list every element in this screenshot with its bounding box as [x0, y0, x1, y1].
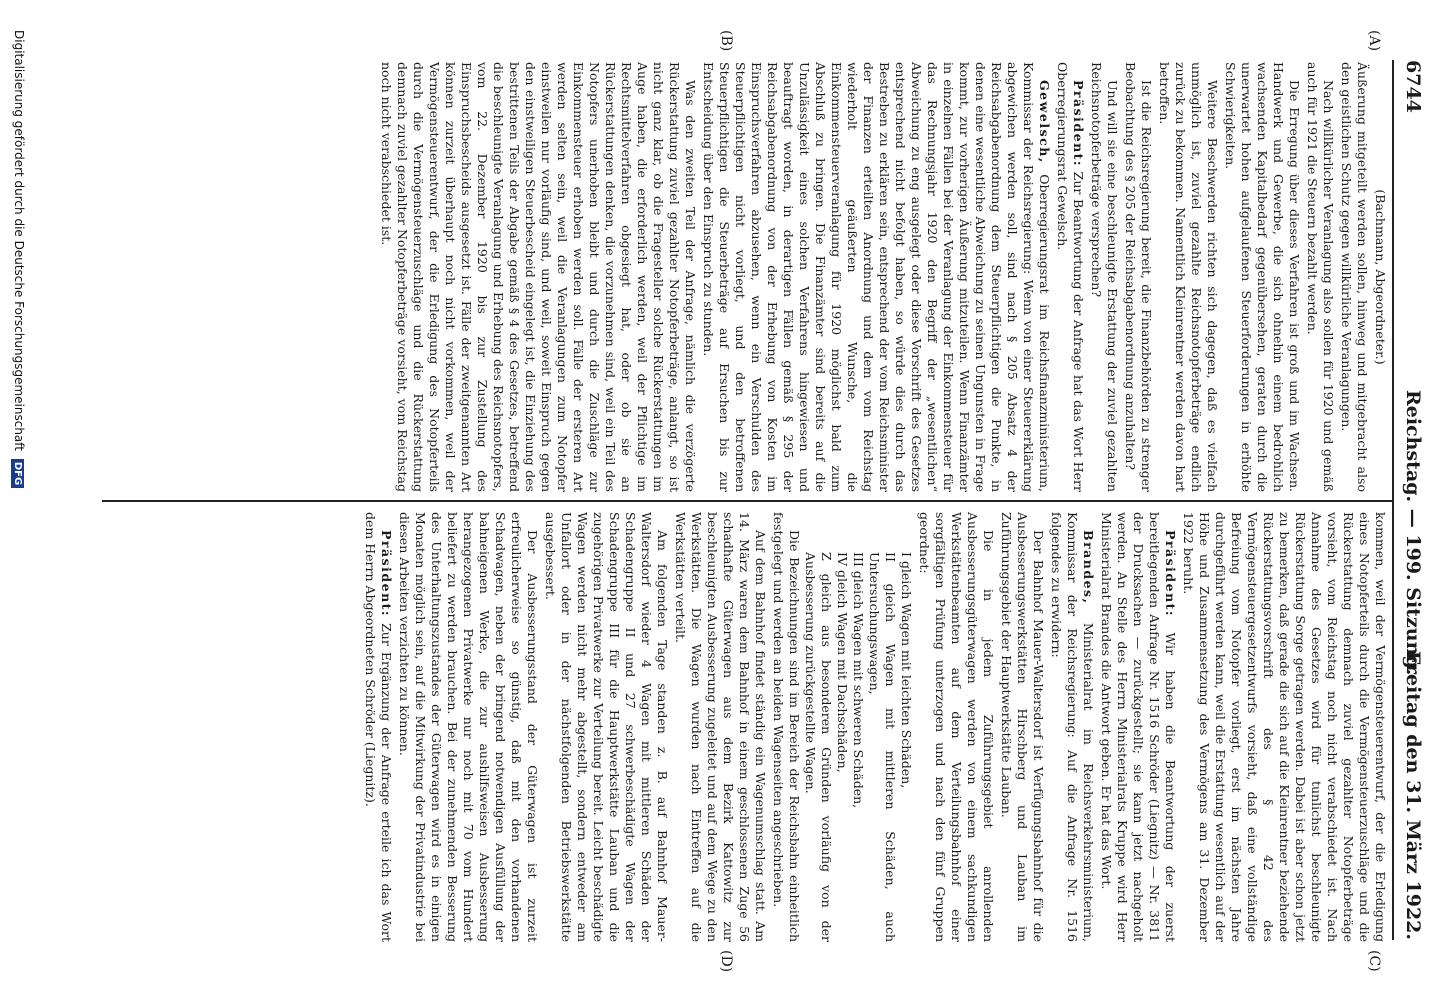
page-number: 6744 [1402, 60, 1424, 113]
paragraph: Der Ausbesserungsstand der Güterwagen ist zurzeit erfreulicherweise so günstig, daß mit den vorhandenen Schadwagen, neben der bringend notwendigen Ausfüllung der bahneigenen Werke, die zur aushilfsweisen Ausbesserung herangezogenen Privatwerke nur noch mit 70 vom Hundert beliefert zu werden brauchen. Bei der zunehmenden Besserung des Unterhaltungszustandes der Güterwagen wird es in einigen Monaten möglich sein, auf die Mitwirkung der Privatindustrie bei diesen Arbeiten verzichten zu können. [397, 512, 540, 942]
header-session: Reichstag. — 199. Sitzung. [1402, 390, 1424, 676]
dfg-logo: DFG [11, 459, 24, 488]
list-item: I gleich Wagen mit leichten Schäden, [899, 552, 914, 789]
paragraph: Der Bahnhof Mauer-Waltersdorf ist Verfügungsbahnhof für die Ausbesserungswerkstätten Hirschberg und Lauban im Zuführungsgebiet der Hauptwerkstätte Lauban. [999, 512, 1046, 942]
speech-text: Zur Beantwortung der Anfrage hat das Wort Herr Oberregierungsrat Gewelsch. [1055, 62, 1086, 492]
column-rule [102, 500, 1392, 502]
credit-text: Digitalisierung gefördert durch die Deutsche Forschungsgemeinschaft [12, 30, 26, 452]
speech-brandes [1048, 512, 1096, 942]
paragraph: Was den zweiten Teil der Anfrage, nämlich die verzögerte Rückerstattung zuviel gezahlter Notopferbeträge, anlangt, so ist nicht ganz klar, ob die Fragesteller solche Rückerstattungen im Auge haben, die erforderlich werden, weil der Pflichtige im Rechtsmittelverfahren obgesiegt hat, oder ob sie an Rückerstattungen denken, die vorzunehmen sind, weil ein Teil des Notopfers unerhoben bleibt und durch die Zuschläge zur Einkommensteuer erhoben werden soll. Fälle der ersteren Art werden selten sein, weil die Veranlagungen zum Notopfer einstweilen nur vorläufig sind, und weil, soweit Einspruch gegen den einstweiligen Steuerbescheid eingelegt ist, die Einziehung des bestrittenen Teils der Abgabe gemäß § 4 des Gesetzes, betreffend die beschleunigte Veranlagung und Erhebung des Reichsnotopfers, vom 22. Dezember 1920 bis zur Zustellung des Einspruchsbescheids ausgesetzt ist. Fälle der zweitgenannten Art können zurzeit überhaupt noch nicht vorkommen, weil der Vermögensteuerentwurf, der die Erledigung des Notopferteils durch die Vermögensteuerzuschläge und die Rückerstattung demnach zuviel gezahlter Notopferbeträge vorsieht, vom Reichstag noch nicht verabschiedet ist. [379, 62, 698, 492]
paragraph: Weitere Beschwerden richten sich dagegen, daß es vielfach unmöglich ist, zuviel gezahlte Reichsnotopferbeträge endlich zurück zu bekommen. Namentlich Kleinrentner werden davon hart betroffen. [1157, 62, 1220, 492]
damage-group-list [802, 512, 914, 942]
paragraph: Auf dem Bahnhof findet ständig ein Wagenumschlag statt. Am 14. März waren dem Bahnhof in einem geschlossenen Zuge 56 schadhafte Güterwagen aus dem Bezirk Kattowitz zur beschleunigten Ausbesserung zugeleitet und auf dem Wege zu den Werkstätten. Die Wagen wurden nach Eintreffen auf die Werkstätten verteilt. [673, 512, 768, 942]
speech-text: Oberregierungsrat im Reichsfinanzministerium, Kommissar der Reichsregierung: Wenn von einer Steuererklärung abgewichen werden soll, sind nach § 205 Absatz 4 der Reichsabgabenordnung dem Steuerpflichtigen die Punkte, in denen eine wesentliche Abweichung zu seinen Ungunsten in Frage kommt, zur vorherigen Äußerung mitzuteilen. Wenn Finanzämter in einzelnen Fällen bei der Veranlagung der Einkommensteuer für das Rechnungsjahr 1920 den Begriff der „wesentlichen“ Abweichung zu eng ausgelegt oder diese Vorschrift des Gesetzes entsprechend nicht befolgt haben, so würde dies durch das Bestreben zu erklären sein, entsprechend der vom Reichsminister der Finanzen erteilten Anordnung und dem vom Reichstag wiederholt geäußerten Wunsche, die Einkommensteuerveranlagung für 1920 möglichst bald zum Abschluß zu bringen. Die Finanzämter sind bereits auf die Unzulässigkeit eines solchen Verfahrens hingewiesen und beauftragt worden, in derartigen Fällen gemäß § 295 der Reichsabgabenordnung von der Erhebung von Kosten im Einspruchsverfahren abzusehen, wenn ein Verschulden des Steuerpflichtigen nicht vorliegt, und den betroffenen Steuerpflichtigen die Steuerbeträge auf Ersuchen bis zur Entscheidung über den Einspruch zu stunden. [701, 62, 1052, 492]
paragraph: Die Erregung über dieses Verfahren ist groß und im Wachsen. Handwerk und Gewerbe, die sich ohnehin einem bedrohlich wachsenden Kapitalbedarf gegenübersehen, geraten durch die unerwartet hohen aufgelaufenen Steuerforderungen in erhöhte Schwierigkeiten. [1223, 62, 1302, 492]
list-item: IV gleich Wagen mit Dachschäden, [835, 552, 850, 773]
speaker-name: Präsident: [379, 530, 394, 618]
list-item: II gleich Wagen mit mittleren Schäden, auch Untersuchungswagen, [867, 552, 898, 942]
header-rule [1392, 60, 1394, 940]
speaker-name: Gewelsch, [1037, 80, 1052, 164]
margin-mark-b: (B) [718, 30, 734, 52]
list-item: Z gleich aus besonderen Gründen vorläufig von der Ausbesserung zurückgestellte Wagen. [803, 552, 834, 942]
speech-text: Wir haben die Beantwortung der zuerst bereitlegenden Anfrage Nr. 1516 Schröder (Liegnitz) — Nr. 3811 der Drucksachen — zurückgestellt; sie kann jetzt nachgeholt werden. An Stelle des Herrn Ministerialrats Kruppe wird Herr Ministerialrat Brandes die Antwort geben. Er hat das Wort. [1099, 512, 1178, 942]
margin-mark-a: (A) [1366, 30, 1382, 52]
paragraph: Und will sie eine beschleunigte Erstattung der zuviel gezahlten Reichsnotopferbeträge versprechen? [1089, 62, 1120, 492]
paragraph: kommen, weil der Vermögensteuerentwurf, der die Erledigung eines Notopferteils durch die Vermögensteuerzuschläge und die Rückerstattung demnach zuviel gezahlter Notopferbeträge vorsieht, vom Reichstag noch nicht verabschiedet ist. Nach Annahme des Gesetzes wird für tunlichst beschleunigte Rückerstattung Sorge getragen werden. Dabei ist aber schon jetzt zu bemerken, daß gerade die sich auf die Kleinrentner beziehende Rückerstattungsvorschrift des § 42 des Vermögensteuergesetzentwurfs vorsieht, daß eine vollständige Befreiung vom Notopfer vorliegt, erst im nächsten Jahre durchgeführt werden kann, weil die Erstattung wesentlich auf der Höhe und Zusammensetzung des Vermögens am 31. Dezember 1922 beruht. [1181, 512, 1388, 942]
speech-president [1098, 512, 1178, 942]
speech-gewelsch [700, 62, 1052, 492]
paragraph: Die Bezeichnungen sind im Bereich der Reichsbahn einheitlich festgelegt und werden an beiden Wagenseiten angeschrieben. [771, 512, 802, 942]
list-item: III gleich Wagen mit schweren Schäden, [851, 552, 866, 809]
speech-text: Zur Ergänzung der Anfrage erteile ich das Wort dem Herrn Abgeordneten Schröder (Liegnitz). [363, 512, 394, 942]
right-column [360, 512, 1388, 942]
speaker-name: Präsident: [1071, 80, 1086, 168]
paragraph: Ist die Reichsregierung bereit, die Finanzbehörden zu strenger Beobachtung des § 205 der Reichsabgabenordnung anzuhalten? [1123, 62, 1154, 492]
speech-president [1054, 62, 1086, 492]
speech-text: Ministerialrat im Reichsverkehrsministerium, Kommissar der Reichsregierung: Auf die Anfrage Nr. 1516 folgendes zu erwidern: [1049, 512, 1096, 942]
speech-president [362, 512, 394, 942]
speaker-name: Brandes, [1081, 530, 1096, 605]
paragraph: Am folgenden Tage standen z. B. auf Bahnhof Mauer-Waltersdorf wieder 4 Wagen mit mittleren Schäden der Schadengruppe II und 27 schwerbeschädigte Wagen der Schadengruppe III für die Hauptwerkstätte Lauban und die zugehörigen Privatwerke zur Verteilung bereit. Leicht beschädigte Wagen werden nicht mehr abgestellt, sondern entweder am Unfallort oder in der nächstfolgenden Betriebswerkstätte ausgebessert. [543, 512, 670, 942]
paragraph: Die in jedem Zuführungsgebiet anrollenden Ausbesserungsgüterwagen werden von einem sachkundigen Werkstättenbeamten auf dem Verteilungsbahnhof einer sorgfältigen Prüfung unterzogen und nach den fünf Gruppen geordnet: [917, 512, 996, 942]
digitization-credit [11, 30, 26, 488]
left-column [376, 62, 1388, 492]
speaker-name: Präsident: [1163, 530, 1178, 618]
header-date: Freitag den 31. März 1922. [1402, 650, 1424, 940]
speaker-tag: (Bachmann, Abgeordneter.) [1373, 189, 1388, 365]
paragraph: Nach willkürlicher Veranlagung also sollen für 1920 und gemäß auch für 1921 die Steuern bezahlt werden. [1305, 62, 1336, 492]
margin-mark-c: (C) [1366, 950, 1382, 972]
paragraph: Äußerung mitgeteilt werden sollen, hinweg und mitgebracht also den geistlichen Schutz gegen willkürliche Veranlagungen. [1339, 62, 1370, 492]
margin-mark-d: (D) [718, 950, 734, 973]
page-header [1396, 60, 1426, 940]
